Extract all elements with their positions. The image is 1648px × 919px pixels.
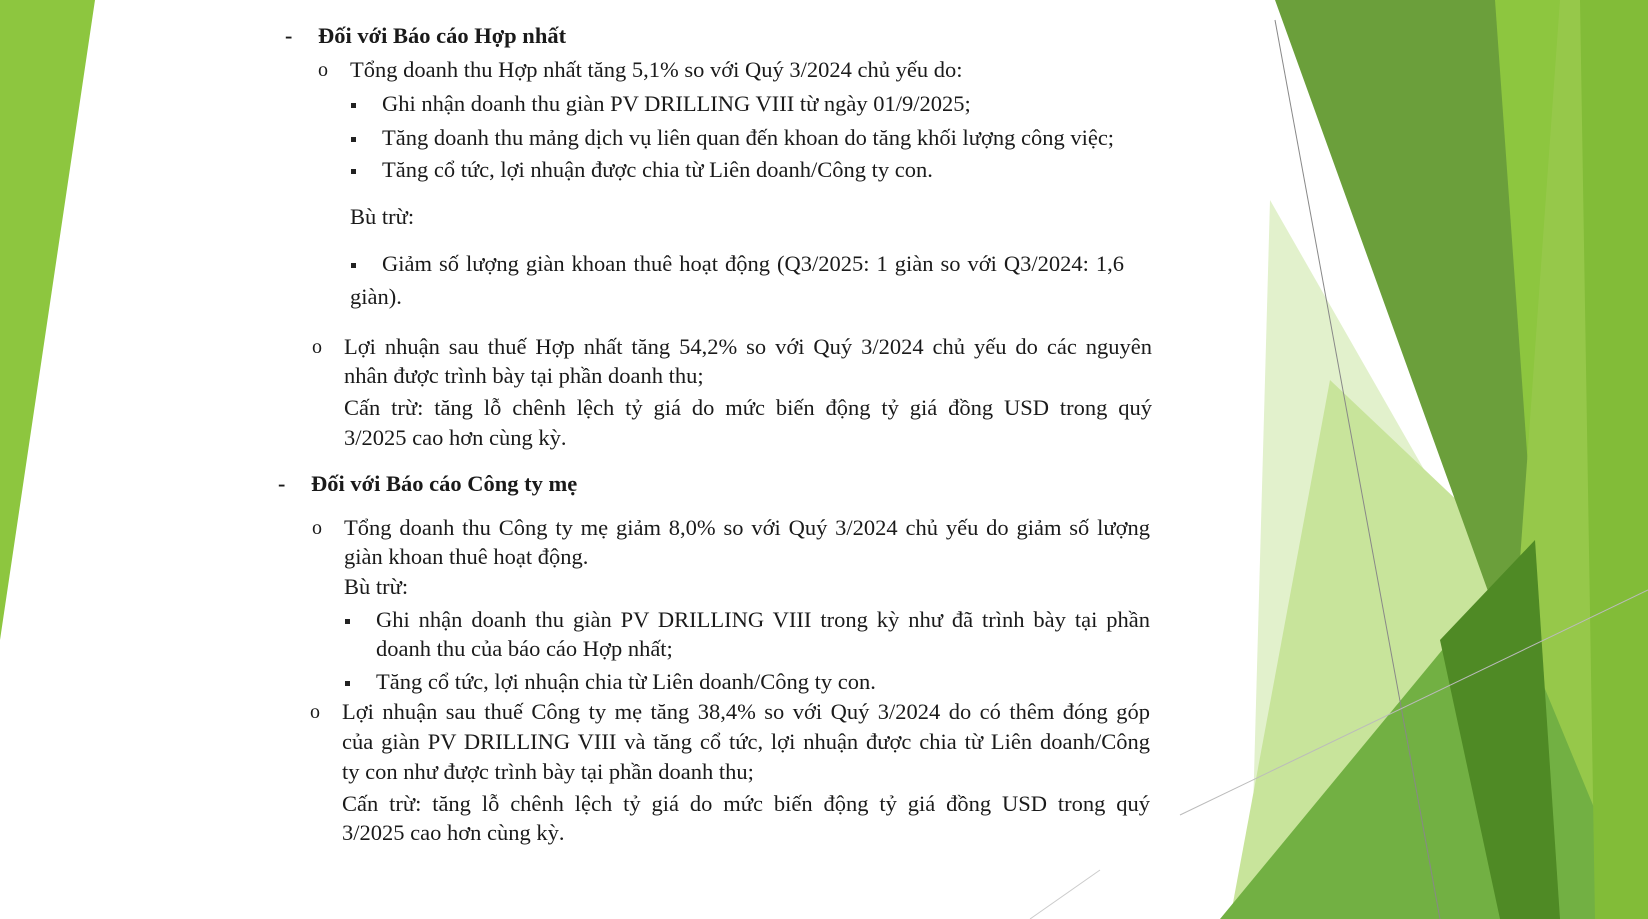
consolidated-profit-line1: Lợi nhuận sau thuế Hợp nhất tăng 54,2% so với Quý 3/2024 chủ yếu do các nguyên (344, 334, 1152, 359)
dash-bullet: - (285, 23, 293, 48)
parent-revenue-line2: giàn khoan thuê hoạt động. (344, 544, 589, 569)
square-bullet (345, 681, 350, 686)
parent-profit-offset-line2: 3/2025 cao hơn cùng kỳ. (342, 820, 565, 845)
parent-profit-line2: của giàn PV DRILLING VIII và tăng cổ tức, lợi nhuận được chia từ Liên doanh/Công (342, 729, 1150, 754)
parent-revenue-line1: Tổng doanh thu Công ty mẹ giảm 8,0% so với Quý 3/2024 chủ yếu do giảm số lượng (344, 515, 1150, 540)
parent-heading: Đối với Báo cáo Công ty mẹ (311, 471, 578, 496)
square-bullet (351, 169, 356, 174)
parent-profit-line1: Lợi nhuận sau thuế Công ty mẹ tăng 38,4% so với Quý 3/2024 do có thêm đóng góp (342, 699, 1150, 724)
parent-offset-item1-line1: Ghi nhận doanh thu giàn PV DRILLING VIII trong kỳ như đã trình bày tại phần (376, 607, 1150, 632)
consolidated-offset-item-line1: Giảm số lượng giàn khoan thuê hoạt động (Q3/2025: 1 giàn so với Q3/2024: 1,6 (382, 251, 1124, 276)
circle-bullet: o (318, 59, 328, 81)
consolidated-revenue-intro: Tổng doanh thu Hợp nhất tăng 5,1% so với Quý 3/2024 chủ yếu do: (350, 57, 963, 82)
square-bullet (351, 103, 356, 108)
consolidated-reason-3: Tăng cổ tức, lợi nhuận được chia từ Liên doanh/Công ty con. (382, 157, 933, 182)
circle-bullet: o (310, 701, 320, 723)
consolidated-offset-label: Bù trừ: (350, 204, 415, 229)
square-bullet (351, 137, 356, 142)
circle-bullet: o (312, 336, 322, 358)
square-bullet (351, 263, 356, 268)
dash-bullet: - (278, 471, 286, 496)
consolidated-profit-line2: nhân được trình bày tại phần doanh thu; (344, 363, 704, 388)
consolidated-reason-1: Ghi nhận doanh thu giàn PV DRILLING VIII từ ngày 01/9/2025; (382, 91, 971, 116)
parent-profit-line3: ty con như được trình bày tại phần doanh thu; (342, 759, 754, 784)
consolidated-profit-offset-line2: 3/2025 cao hơn cùng kỳ. (344, 425, 567, 450)
consolidated-reason-2: Tăng doanh thu mảng dịch vụ liên quan đến khoan do tăng khối lượng công việc; (382, 125, 1115, 150)
circle-bullet: o (312, 517, 322, 539)
parent-offset-item2: Tăng cổ tức, lợi nhuận chia từ Liên doanh/Công ty con. (376, 669, 876, 694)
consolidated-offset-item-line2: giàn). (350, 284, 402, 309)
parent-profit-offset-line1: Cấn trừ: tăng lỗ chênh lệch tỷ giá do mức biến động tỷ giá đồng USD trong quý (342, 791, 1150, 816)
consolidated-profit-offset-line1: Cấn trừ: tăng lỗ chênh lệch tỷ giá do mức biến động tỷ giá đồng USD trong quý (344, 395, 1152, 420)
consolidated-heading: Đối với Báo cáo Hợp nhất (318, 23, 567, 48)
square-bullet (345, 619, 350, 624)
parent-offset-label: Bù trừ: (344, 574, 409, 599)
parent-offset-item1-line2: doanh thu của báo cáo Hợp nhất; (376, 636, 673, 661)
